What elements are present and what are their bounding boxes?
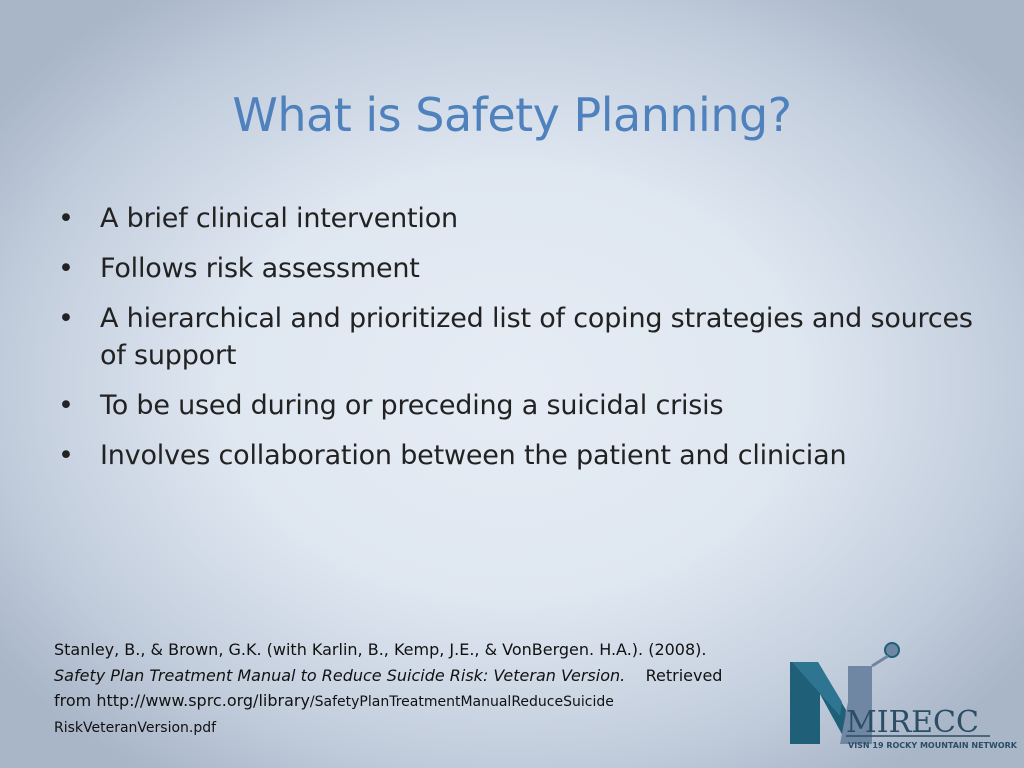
bullet-text: Involves collaboration between the patient and clinician <box>100 439 847 471</box>
bullet-marker: • <box>58 439 74 471</box>
bullet-text: A hierarchical and prioritized list of coping strategies and sources of support <box>100 302 973 372</box>
citation-url-file: /SafetyPlanTreatmentManualReduceSuicide <box>309 694 614 711</box>
bullet-marker: • <box>58 390 74 422</box>
citation-manual-title: Safety Plan Treatment Manual to Reduce Suicide Risk: Veteran Version. <box>54 665 626 685</box>
bullet-marker: • <box>58 302 74 334</box>
citation-url-file-continued: RiskVeteranVersion.pdf <box>54 719 217 736</box>
citation-authors: Stanley, B., & Brown, G.K. (with Karlin, B., Kemp, J.E., & VonBergen. H.A.). (2008). <box>54 640 707 659</box>
bullet-item <box>58 200 988 238</box>
bullet-marker: • <box>58 203 74 234</box>
logo-tagline: VISN 19 ROCKY MOUNTAIN NETWORK <box>848 741 1017 750</box>
logo-dot-connector <box>872 656 888 666</box>
citation <box>54 637 834 739</box>
citation-url-prefix: from http://www.sprc.org/library <box>54 691 310 711</box>
bullet-text: A brief clinical intervention <box>100 203 458 234</box>
bullet-marker: • <box>58 252 74 284</box>
bullet-text: Follows risk assessment <box>100 252 420 284</box>
bullet-item <box>58 387 988 425</box>
bullet-item <box>58 300 988 376</box>
bullet-item <box>58 250 988 288</box>
citation-retrieved: Retrieved <box>645 665 723 685</box>
mirecc-logo <box>782 636 1017 754</box>
logo-name: MIRECC <box>846 705 979 740</box>
slide-title: What is Safety Planning? <box>232 88 792 142</box>
bullet-item <box>58 437 988 475</box>
mirecc-logo-graphic <box>782 636 1017 754</box>
bullet-text: To be used during or preceding a suicidal crisis <box>100 390 724 422</box>
bullet-list <box>58 200 988 487</box>
